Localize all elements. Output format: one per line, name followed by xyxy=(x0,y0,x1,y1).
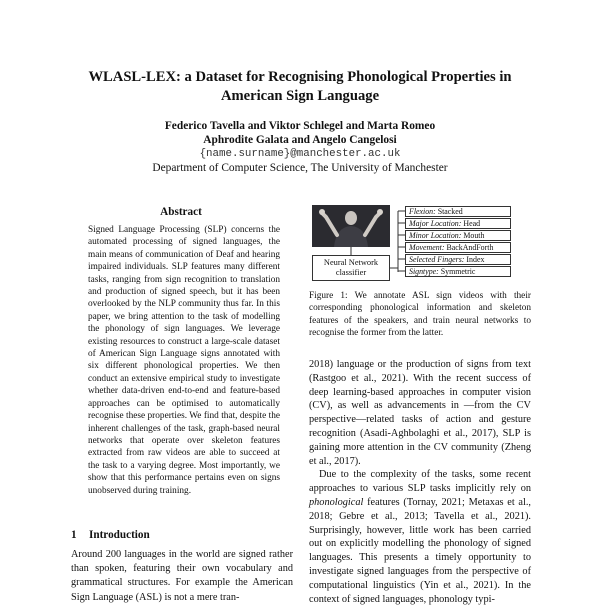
property-key: Movement: xyxy=(409,243,445,252)
property-flexion xyxy=(405,206,511,217)
right-paragraph-2 xyxy=(309,468,531,606)
property-movement xyxy=(405,242,511,253)
section-title: Introduction xyxy=(89,529,150,541)
right-column-body xyxy=(309,358,531,606)
property-value: Mouth xyxy=(463,231,485,240)
property-selected-fingers xyxy=(405,254,511,265)
authors-line-2: Aphrodite Galata and Angelo Cangelosi xyxy=(203,134,397,146)
property-value: Stacked xyxy=(437,207,463,216)
property-minor-location xyxy=(405,230,511,241)
authors-line-1: Federico Tavella and Viktor Schlegel and Marta Romeo xyxy=(164,120,436,132)
author-affiliation: Department of Computer Science, The University of Manchester xyxy=(152,162,448,174)
title-line-2: American Sign Language xyxy=(220,88,380,104)
abstract-body: Signed Language Processing (SLP) concerns the automated processing of signed languages, the main means of communication of Deaf and hearing impaired individuals. SLP features many different tasks, ranging from sign recognition to translation and production of signed speech, but it has been overlooked by the NLP community thus far. In this paper, we bring attention to the task of modelling the phonology of sign languages. We leverage existing resources to construct a large-scale dataset of American Sign Language signs annotated with six different phonological properties. We then conduct an extensive empirical study to investigate whether data-driven end-to-end and feature-based approaches can be optimised to automatically recognise these properties. We find that, despite the inherent challenges of the task, graph-based neural networks that operate over skeleton features extracted from raw videos are able to succeed at the task to a varying degree. Most importantly, we show that this performance pertains even on signs unobserved during training. xyxy=(88,225,280,496)
property-major-location xyxy=(405,218,511,229)
property-key: Selected Fingers: xyxy=(409,255,465,264)
property-key: Signtype: xyxy=(409,267,439,276)
paper-title xyxy=(60,68,540,106)
abstract-heading: Abstract xyxy=(160,206,202,218)
property-key: Minor Location: xyxy=(409,231,462,240)
property-signtype xyxy=(405,266,511,277)
introduction-body: Around 200 languages in the world are signed rather than spoken, featuring their own vocabulary and grammatical structures. For example the American Sign Language (ASL) is not a mere tran- xyxy=(71,549,293,603)
author-block xyxy=(60,119,540,175)
section-number: 1 xyxy=(71,529,77,541)
author-email: {name.surname}@manchester.ac.uk xyxy=(199,148,401,160)
emphasized-term: phonological xyxy=(309,496,364,508)
property-value: Index xyxy=(466,255,485,264)
property-value: Head xyxy=(463,219,481,228)
figure-1 xyxy=(309,200,531,282)
classifier-label-line-2: classifier xyxy=(335,268,367,277)
right-paragraph-1: 2018) language or the production of signs from text (Rastgoo et al., 2021). With the recent success of deep learning-based approaches in computer vision (CV), as well as advancements in —from the CV perspective—related tasks of action and gesture recognition (Asadi-Aghbolaghi et al., 2017), SLP is gaining more attention in the CV community (Zheng et al., 2017). xyxy=(309,359,531,467)
property-key: Flexion: xyxy=(409,207,436,216)
property-key: Major Location: xyxy=(409,219,462,228)
title-line-1: WLASL-LEX: a Dataset for Recognising Phonological Properties in xyxy=(88,69,512,85)
classifier-label-line-1: Neural Network xyxy=(323,258,379,267)
section-heading-introduction xyxy=(71,529,150,541)
paragraph-text: Due to the complexity of the tasks, some recent approaches to various SLP tasks implicitly rely on xyxy=(309,469,531,495)
paragraph-text: features (Tornay, 2021; Metaxas et al., 2018; Gebre et al., 2013; Tavella et al., 2021). Surprisingly, however, little work has been carried out on explicitly modelling the phonology of signed languages. This presents a timely opportunity to investigate signed languages from the perspective of computational linguistics (Yin et al., 2021). In the context of signed languages, phonology typi- xyxy=(309,496,531,605)
property-value: Symmetric xyxy=(440,267,476,276)
property-value: BackAndForth xyxy=(446,243,494,252)
figure-caption: Figure 1: We annotate ASL sign videos with their corresponding phonological information and skeleton features of the speakers, and train neural networks to recognise the former from the latter. xyxy=(309,291,531,339)
